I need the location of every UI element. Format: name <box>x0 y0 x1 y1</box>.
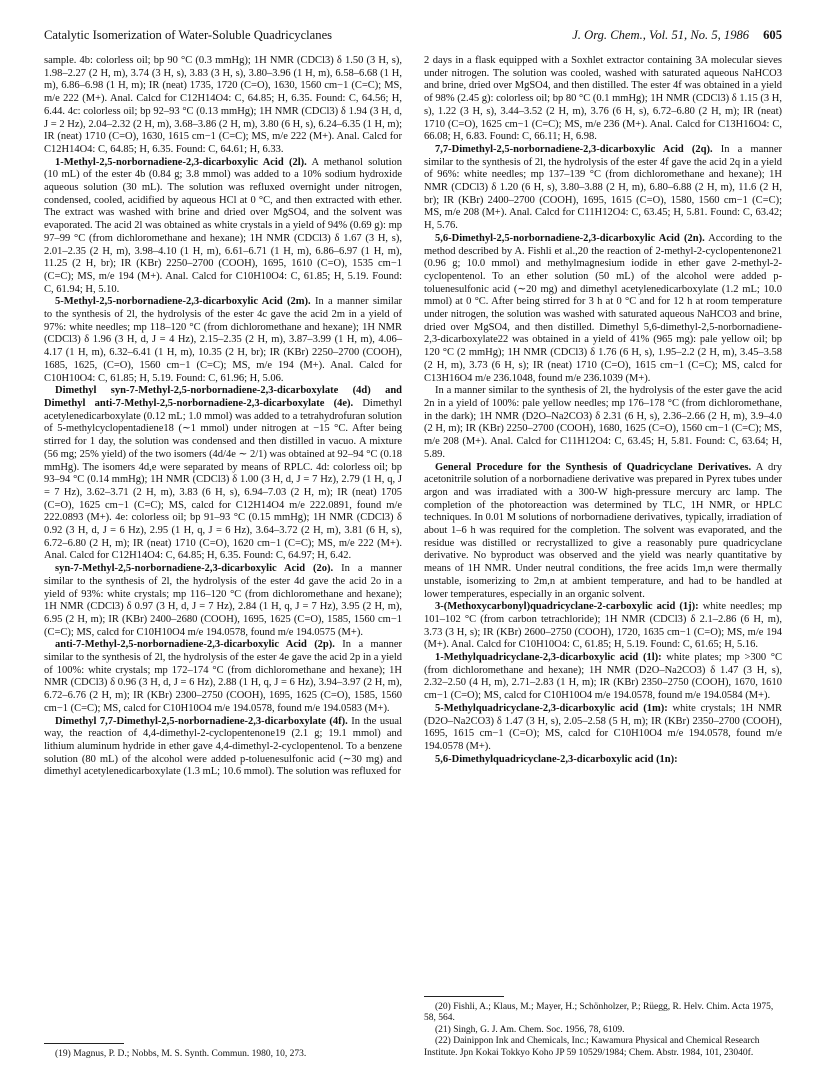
heading-acid-2p: anti-7-Methyl-2,5-norbornadiene-2,3-dicarboxylic Acid (2p). <box>55 639 335 651</box>
heading-acid-2n: 5,6-Dimethyl-2,5-norbornadiene-2,3-dicarboxylic Acid (2n). <box>435 232 705 244</box>
left-column <box>44 55 402 779</box>
heading-general-procedure: General Procedure for the Synthesis of Quadricyclane Derivatives. <box>435 461 752 473</box>
paragraph-compound-1m <box>424 703 782 754</box>
journal-citation: J. Org. Chem., Vol. 51, No. 5, 1986 <box>572 28 750 42</box>
page-number: 605 <box>763 28 782 42</box>
footnote-19: (19) Magnus, P. D.; Nobbs, M. S. Synth. Commun. 1980, 10, 273. <box>55 1049 307 1059</box>
heading-compound-1n: 5,6-Dimethylquadricyclane-2,3-dicarboxylic acid (1n): <box>435 753 678 765</box>
heading-acid-2o: syn-7-Methyl-2,5-norbornadiene-2,3-dicarboxylic Acid (2o). <box>55 563 334 575</box>
paragraph-ester-4f <box>44 716 402 780</box>
paragraph-compound-1l <box>424 652 782 703</box>
heading-acid-2m: 5-Methyl-2,5-norbornadiene-2,3-dicarboxylic Acid (2m). <box>55 296 311 308</box>
heading-compound-1m: 5-Methylquadricyclane-2,3-dicarboxylic acid (1m): <box>435 702 668 714</box>
heading-acid-2l: 1-Methyl-2,5-norbornadiene-2,3-dicarboxylic Acid (2l). <box>55 156 307 168</box>
heading-ester-4f: Dimethyl 7,7-Dimethyl-2,5-norbornadiene-2,3-dicarboxylate (4f). <box>55 715 348 727</box>
body-acid-2p: In a manner similar to the synthesis of 2l, the hydrolysis of the ester 4e gave the acid 2p in a yield of 100%: white crystals; mp 172–174 °C (from dichloromethane and hexane); 1H NMR (CDCl3) δ 0.96 (3 H, d, J = 6 Hz), 2.88 (1 H, q, J = 6 Hz), 3.94–3.97 (2 H, m), 6.72–6.76 (2 H, m); IR (KBr) 2300–2750 (COOH), 1695, 1625 (C=O), 1585, 1560 cm−1 (C=C); MS, calcd for C10H10O4 m/e 194.0578, found m/e 194.0583 (M+). <box>44 639 402 714</box>
footnote-22: (22) Dainippon Ink and Chemicals, Inc.; Kawamura Physical and Chemical Research Institute. Jpn Kokai Tokkyo Koho JP 59 10529/1984; Chem. Abstr. 1984, 101, 23040f. <box>424 1036 760 1058</box>
body-compound-1l: white plates; mp >300 °C (from dichloromethane and hexane); 1H NMR (D2O–Na2CO3) δ 1.47 (3 H, s), 2.32–2.50 (4 H, m), 2.71–2.83 (1 H, m); IR (KBr) 2350–2750 (COOH), 1670, 1610 cm−1 (C=O); MS, calcd for C10H10O4 m/e 194.0578, found m/e 194.0584 (M+). <box>424 652 782 702</box>
paragraph-compound-1j <box>424 601 782 652</box>
paragraph-acid-2o <box>44 563 402 639</box>
body-esters-4d-4e: Dimethyl acetylenedicarboxylate (0.12 mL; 1.0 mmol) was added to a tetrahydrofuran solution of 5-methylcyclopentadiene18 (∼1 mmol) under nitrogen at −15 °C. After being stirred for 1 day, the solution was condensed and then distilled in vacuo. A mixture (56 mg; 25% yield) of the two isomers (4d/4e ∼ 2/1) was obtained at 92–94 °C (0.18 mmHg). The isomers 4d,e were separated by means of RPLC. 4d: colorless oil; bp 93–94 °C (0.14 mmHg); 1H NMR (CDCl3) δ 1.00 (3 H, d, J = 7 Hz), 2.79 (1 H, q, J = 7 Hz), 3.62–3.71 (2 H, m), 3.83 (6 H, s), 6.94–7.03 (2 H, m); IR (neat) 1705 (C=O), 1625 cm−1 (C=C); MS, calcd for C12H14O4 m/e 222.0891, found m/e 222.0893 (M+). 4e: colorless oil; bp 91–93 °C (0.15 mmHg); 1H NMR (CDCl3) δ 0.92 (3 H, d, J = 6 Hz), 2.95 (1 H, q, J = 6 Hz), 3.64–3.72 (2 H, m), 3.81 (6 H, s), 6.72–6.80 (2 H, m); IR (neat) 1710 (C=O), 1620 cm−1 (C=C); MS, m/e 222 (M+). Anal. Calcd for C12H14O4: C, 64.85; H, 6.35. Found: C, 64.97; H, 6.42. <box>44 397 402 562</box>
body-acid-2o: In a manner similar to the synthesis of 2l, the hydrolysis of the ester 4d gave the acid 2o in a yield of 93%: white crystals; mp 116–120 °C (from dichloromethane and hexane); 1H NMR (CDCl3) δ 0.97 (3 H, d, J = 7 Hz), 2.84 (1 H, q, J = 7 Hz), 3.95 (2 H, m), 6.95 (2 H, m); IR (KBr) 2400–2680 (COOH), 1695, 1625 (C=O), 1585, 1560 cm−1 (C=C); MS, calcd for C10H10O4 m/e 194.0578, found m/e 194.0575 (M+). <box>44 563 402 638</box>
body-acid-2l: A methanol solution (10 mL) of the ester 4b (0.84 g; 3.8 mmol) was added to a 10% sodium hydroxide aqueous solution (30 mL). The solution was refluxed overnight under nitrogen, condensed, cooled, acidified by aqueous HCl at 0 °C, and then extracted with ether. The extract was washed with brine and dried over MgSO4, and the solvent was evaporated. The acid 2l was obtained as white crystals in a yield of 94% (0.69 g): mp 97–99 °C (from dichloromethane and hexane); 1H NMR (CDCl3) δ 1.67 (3 H, s), 2.01–2.35 (2 H, m), 3.98–4.10 (1 H, m), 6.61–6.71 (1 H, m), 6.86–6.97 (1 H, m), 11.25 (2 H, br); IR (KBr) 2250–2700 (COOH), 1695, 1610 (C=O), 1535 cm−1 (C=C); MS, m/e 194 (M+). Anal. Calcd for C10H10O4: C, 61.85; H, 5.19. Found: C, 61.94; H, 5.10. <box>44 156 402 295</box>
paragraph-4b-4c-data: sample. 4b: colorless oil; bp 90 °C (0.3 mmHg); 1H NMR (CDCl3) δ 1.50 (3 H, s), 1.98–2.27 (2 H, m), 3.74 (3 H, s), 3.83 (3 H, s), 3.80–3.96 (1 H, m), 6.58–6.68 (1 H, m), 6.86–6.98 (1 H, m); IR (neat) 1735, 1720 (C=O), 1630, 1560 cm−1 (C=C); MS, m/e 222 (M+). Anal. Calcd for C12H14O4: C, 64.85; H, 6.35. Found: C, 64.56; H, 6.44. 4c: colorless oil; bp 92–93 °C (0.13 mmHg); 1H NMR (CDCl3) δ 1.94 (3 H, d, J = 2 Hz), 2.04–2.32 (2 H, m), 3.68–3.86 (2 H, m), 3.80 (6 H, s), 6.24–6.35 (1 H, m); IR (neat) 1710 (C=O), 1630, 1615 cm−1 (C=C); MS, m/e 222 (M+). Anal. Calcd for C12H14O4: C, 64.85; H, 6.35. Found: C, 64.61; H, 6.33. <box>44 55 402 155</box>
paragraph-acid-2n-hydrolysis: In a manner similar to the synthesis of 2l, the hydrolysis of the ester gave the acid 2n in a yield of 100%: pale yellow needles; mp 176–178 °C (from dichloromethane, in the dark); 1H NMR (D2O–Na2CO3) δ 2.31 (6 H, s), 2.36–2.66 (2 H, m), 3.9–4.0 (2 H, m); IR (KBr) 2250–2700 (COOH), 1680, 1625 (C=O), 1560 cm−1 (C=C); MS, m/e 208 (M+). Anal. Calcd for C11H12O4: C, 63.45; H, 5.81. Found: C, 63.64; H, 5.89. <box>424 385 782 460</box>
heading-acid-2q: 7,7-Dimethyl-2,5-norbornadiene-2,3-dicarboxylic Acid (2q). <box>435 143 713 155</box>
heading-compound-1l: 1-Methylquadricyclane-2,3-dicarboxylic acid (1l): <box>435 652 662 664</box>
paragraph-esters-4d-4e <box>44 385 402 563</box>
paragraph-compound-1n <box>424 754 782 767</box>
body-acid-2q: In a manner similar to the synthesis of 2l, the hydrolysis of the ester 4f gave the acid 2q in a yield of 96%: white needles; mp 137–139 °C (from dichloromethane and hexane); 1H NMR (CDCl3) δ 1.20 (6 H, s), 3.80–3.88 (2 H, m), 6.80–6.88 (2 H, m), 11.6 (2 H, br); IR (KBr) 2400–2700 (COOH), 1695, 1615 (C=O), 1580, 1560 cm−1 (C=C); MS, m/e 208 (M+). Anal. Calcd for C11H12O4: C, 63.45; H, 5.81. Found: C, 63.42; H, 5.76. <box>424 143 782 232</box>
footnotes-right <box>424 1002 782 1059</box>
paragraph-4f-continued: 2 days in a flask equipped with a Soxhlet extractor containing 3A molecular sieves under nitrogen. The solution was cooled, washed with saturated aqueous NaHCO3 and brine, dried over MgSO4, and then distilled. The ester 4f was obtained in a yield of 98% (2.45 g): colorless oil; bp 80 °C (0.1 mmHg); 1H NMR (CDCl3) δ 1.15 (3 H, s), 1.22 (3 H, s), 3.44–3.52 (2 H, m), 3.76 (6 H, s), 6.72–6.80 (2 H, m); IR (neat) 1710 (C=O), 1625 cm−1 (C=C); MS, m/e 236 (M+). Anal. Calcd for C13H16O4: C, 66.08; H, 6.83. Found: C, 66.11; H, 6.98. <box>424 55 782 143</box>
running-title: Catalytic Isomerization of Water-Soluble Quadricyclanes <box>44 28 333 42</box>
body-acid-2n: According to the method described by A. Fishli et al.,20 the reaction of 2-methyl-2-cyclopentenone21 (0.96 g; 10.0 mmol) and methylmagnesium iodide in ether gave 2-methyl-2-cyclopentenol. To an ether solution (50 mL) of the alcohol were added p-toluenesulfonic acid (∼20 mg) and dimethyl acetylenedicarboxylate (1.2 mL; 10.0 mmol) at 0 °C. After being stirred for 3 h at 0 °C and for 12 h at room temperature under nitrogen, the solution was washed with saturated aqueous NaHCO3 and brine, dried over MgSO4, and then distilled. Dimethyl 5,6-dimethyl-2,5-norbornadiene-2,3-dicarboxylate22 was obtained in a yield of 41% (965 mg): pale yellow oil; bp 120 °C (2 mmHg); 1H NMR (CDCl3) δ 1.76 (6 H, s), 1.95–2.2 (2 H, m), 3.45–3.58 (2 H, m), 3.73 (6 H, s); IR (neat) 1710 (C=O), 1615 cm−1 (C=C); MS, calcd for C13H16O4 m/e 236.1048, found m/e 236.1039 (M+). <box>424 232 782 384</box>
paragraph-general-procedure <box>424 462 782 602</box>
body-acid-2m: In a manner similar to the synthesis of 2l, the hydrolysis of the ester 4c gave the acid 2m in a yield of 97%: white needles; mp 118–120 °C (from dichloromethane and hexane); 1H NMR (CDCl3) δ 1.96 (3 H, d, J = 4 Hz), 2.15–2.35 (2 H, m), 3.87–3.99 (1 H, m), 4.06–4.17 (1 H, m), 6.32–6.41 (1 H, m), 10.35 (2 H, br); IR (KBr) 2250–2700 (COOH), 1685, 1625, (C=O), 1560 cm−1 (C=C); MS, m/e 194 (M+). Anal. Calcd for C10H10O4: C, 61.85; H, 5.19. Found: C, 61.96; H, 5.06. <box>44 296 402 384</box>
paragraph-acid-2m <box>44 296 402 385</box>
body-ester-4f: In the usual way, the reaction of 4,4-dimethyl-2-cyclopentenone19 (2.1 g; 19.1 mmol) and lithium aluminum hydride in ether gave 4,4-dimethyl-2-cyclopentenol. To a benzene solution (80 mL) of the alcohol were added p-toluenesulfonic acid (∼30 mg) and dimethyl acetylenedicarboxylate (1.3 mL; 10.6 mmol). The solution was refluxed for <box>44 715 402 778</box>
heading-esters-4d-4e: Dimethyl syn-7-Methyl-2,5-norbornadiene-2,3-dicarboxylate (4d) and Dimethyl anti-7-Methyl-2,5-norbornadiene-2,3-dicarboxylate (4e). <box>44 385 402 409</box>
paragraph-acid-2p <box>44 639 402 715</box>
body-compound-1m: white crystals; 1H NMR (D2O–Na2CO3) δ 1.47 (3 H, s), 2.05–2.58 (5 H, m); IR (KBr) 2350–2700 (COOH), 1695, 1615 cm−1 (C=O); MS, calcd for C10H10O4 m/e 194.0578, found m/e 194.0578 (M+). <box>424 702 782 752</box>
heading-compound-1j: 3-(Methoxycarbonyl)quadricyclane-2-carboxylic acid (1j): <box>435 601 699 613</box>
footnote-divider-right <box>424 996 504 997</box>
running-header <box>44 28 782 46</box>
body-compound-1j: white needles; mp 101–102 °C (from carbon tetrachloride); 1H NMR (CDCl3) δ 2.1–2.86 (6 H, m), 3.73 (3 H, s); IR (KBr) 2600–2750 (COOH), 1720, 1635 cm−1 (C=O); MS, m/e 194 (M+). Anal. Calcd for C10H10O4: C, 61.85; H, 5.19. Found: C, 61.65; H, 5.16. <box>424 601 782 651</box>
body-general-procedure: A dry acetonitrile solution of a norbornadiene derivative was prepared in Pyrex tubes under argon and was irradiated with a 300-W high-pressure mercury arc lamp. The completion of the photoreaction was determined by TLC, 1H NMR, or HPLC techniques. In 0.01 M solutions of norbornadiene derivatives, typically, irradiation of about 1–6 h was required for the completion. The solvent was evaporated, and the residue was distilled or recrystallized to give a reasonably pure quadricyclane derivative. No byproduct was observed and the yield was nearly quantitative by means of 1H NMR. Under neutral conditions, the free acids 1m,n were thermally unstable, isomerizing to 2m,n at ambient temperature, and had to be handled at lower temperatures, especially in an organic solvent. <box>424 461 783 600</box>
paragraph-acid-2q <box>424 144 782 233</box>
footnote-divider-left <box>44 1043 124 1044</box>
footnote-21: (21) Singh, G. J. Am. Chem. Soc. 1956, 78, 6109. <box>435 1024 625 1035</box>
journal-citation-block <box>572 28 782 43</box>
footnote-20: (20) Fishli, A.; Klaus, M.; Mayer, H.; Schönholzer, P.; Rüegg, R. Helv. Chim. Acta 1975, 58, 564. <box>424 1002 774 1024</box>
paragraph-acid-2n <box>424 233 782 385</box>
right-column <box>424 55 782 766</box>
paragraph-acid-2l <box>44 157 402 297</box>
